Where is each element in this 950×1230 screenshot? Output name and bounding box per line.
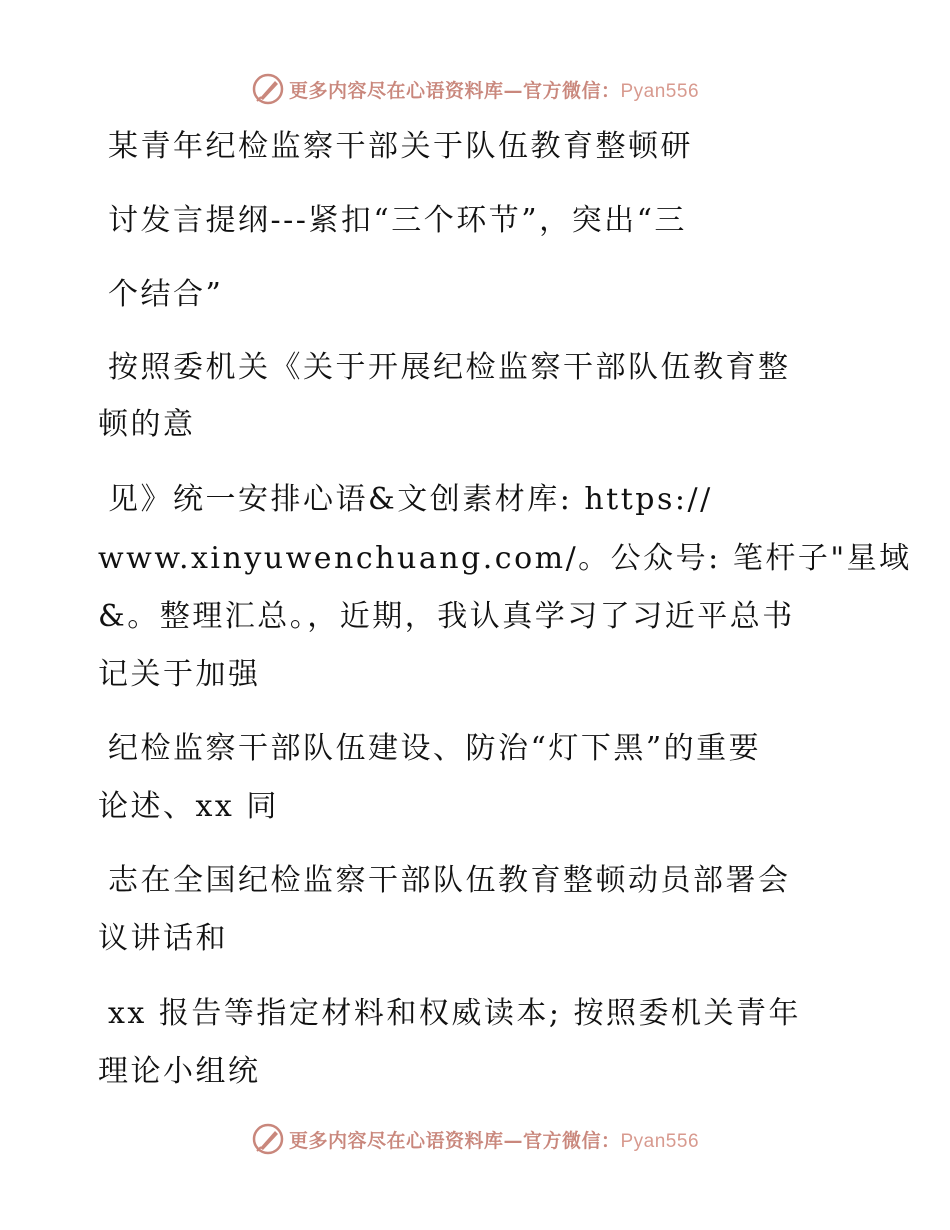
paragraph-line: 论述、xx 同 — [98, 789, 279, 824]
paragraph-line: 见》统一安排心语&文创素材库: https:// — [108, 482, 713, 517]
paragraph-line: 顿的意 — [98, 407, 196, 442]
paragraph-line: 记关于加强 — [98, 657, 261, 692]
paragraph-line: 按照委机关《关于开展纪检监察干部队伍教育整 — [108, 350, 791, 385]
watermark-wechat-id: Pyan556 — [620, 1130, 700, 1152]
watermark-text — [289, 76, 699, 103]
paragraph-line: &。整理汇总。，近期，我认真学习了习近平总书 — [98, 599, 795, 634]
paragraph-line: www.xinyuwenchuang.com/。公众号: 笔杆子"星域 — [98, 541, 912, 576]
title-line-1: 某青年纪检监察干部关于队伍教育整顿研 — [108, 129, 693, 164]
watermark-wechat-id: Pyan556 — [620, 80, 700, 102]
paragraph-line: 志在全国纪检监察干部队伍教育整顿动员部署会 — [108, 863, 791, 898]
paragraph-line: 理论小组统 — [98, 1054, 261, 1089]
title-line-3: 个结合” — [108, 277, 224, 312]
paragraph-line: xx 报告等指定材料和权威读本; 按照委机关青年 — [108, 996, 802, 1031]
paragraph-line: 议讲话和 — [98, 921, 228, 956]
quill-pen-logo-icon — [251, 1122, 285, 1156]
paragraph-line: 纪检监察干部队伍建设、防治“灯下黑”的重要 — [108, 731, 762, 766]
watermark-label: 更多内容尽在心语资料库—官方微信： — [288, 1129, 621, 1152]
watermark-label: 更多内容尽在心语资料库—官方微信： — [288, 79, 621, 102]
quill-pen-logo-icon — [251, 72, 285, 106]
watermark-footer — [0, 1122, 950, 1156]
title-line-2: 讨发言提纲---紧扣“三个环节”，突出“三 — [108, 203, 687, 238]
watermark-text — [289, 1126, 699, 1153]
watermark-header — [0, 72, 950, 106]
